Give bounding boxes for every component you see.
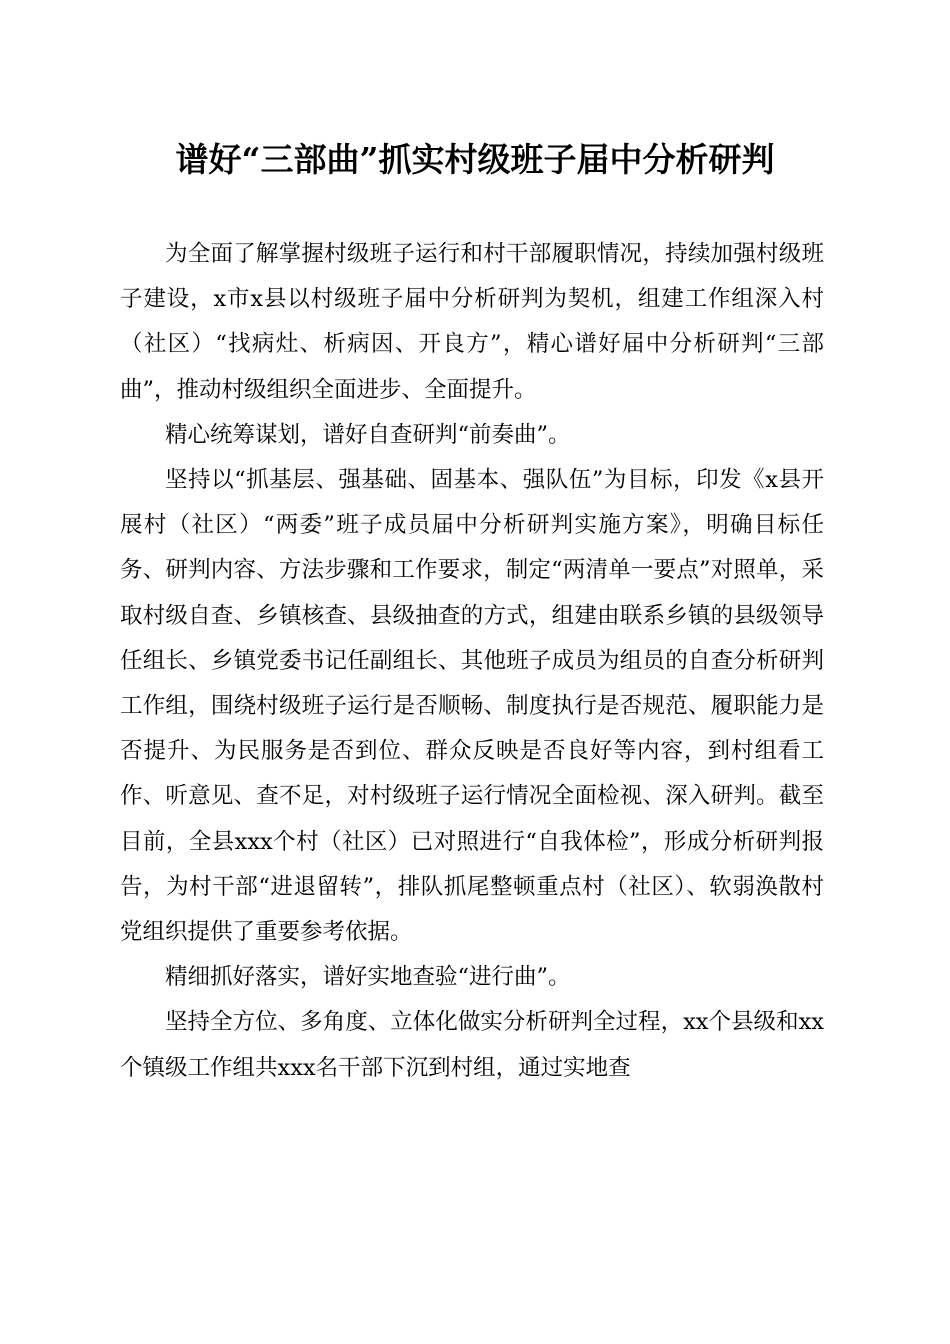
paragraph-heading-1: 精心统筹谋划，谱好自查研判“前奏曲”。	[165, 421, 571, 448]
paragraph-heading-2: 精细抓好落实，谱好实地查验“进行曲”。	[165, 964, 571, 991]
paragraph-intro: 为全面了解掌握村级班子运行和村干部履职情况，持续加强村级班子建设，x市x县以村级班子届中分析研判为契机，组建工作组深入村（社区）“找病灶、析病因、开良方”，精心谱好届中分析研判“三部曲”，推动村级组织全面进步、全面提升。	[120, 241, 824, 403]
document-body	[120, 232, 824, 1091]
paragraph-section-1: 坚持以“抓基层、强基础、固基本、强队伍”为目标，印发《x县开展村（社区）“两委”班子成员届中分析研判实施方案》，明确目标任务、研判内容、方法步骤和工作要求，制定“两清单一要点”对照单，采取村级自查、乡镇核查、县级抽查的方式，组建由联系乡镇的县级领导任组长、乡镇党委书记任副组长、其他班子成员为组员的自查分析研判工作组，围绕村级班子运行是否顺畅、制度执行是否规范、履职能力是否提升、为民服务是否到位、群众反映是否良好等内容，到村组看工作、听意见、查不足，对村级班子运行情况全面检视、深入研判。截至目前，全县xxx个村（社区）已对照进行“自我体检”，形成分析研判报告，为村干部“进退留转”，排队抓尾整顿重点村（社区）、软弱涣散村党组织提供了重要参考依据。	[120, 467, 824, 946]
paragraph-section-2: 坚持全方位、多角度、立体化做实分析研判全过程，xx个县级和xx个镇级工作组共xxx名干部下沉到村组，通过实地查	[120, 1009, 824, 1081]
document-title: 谱好“三部曲”抓实村级班子届中分析研判	[175, 140, 775, 179]
